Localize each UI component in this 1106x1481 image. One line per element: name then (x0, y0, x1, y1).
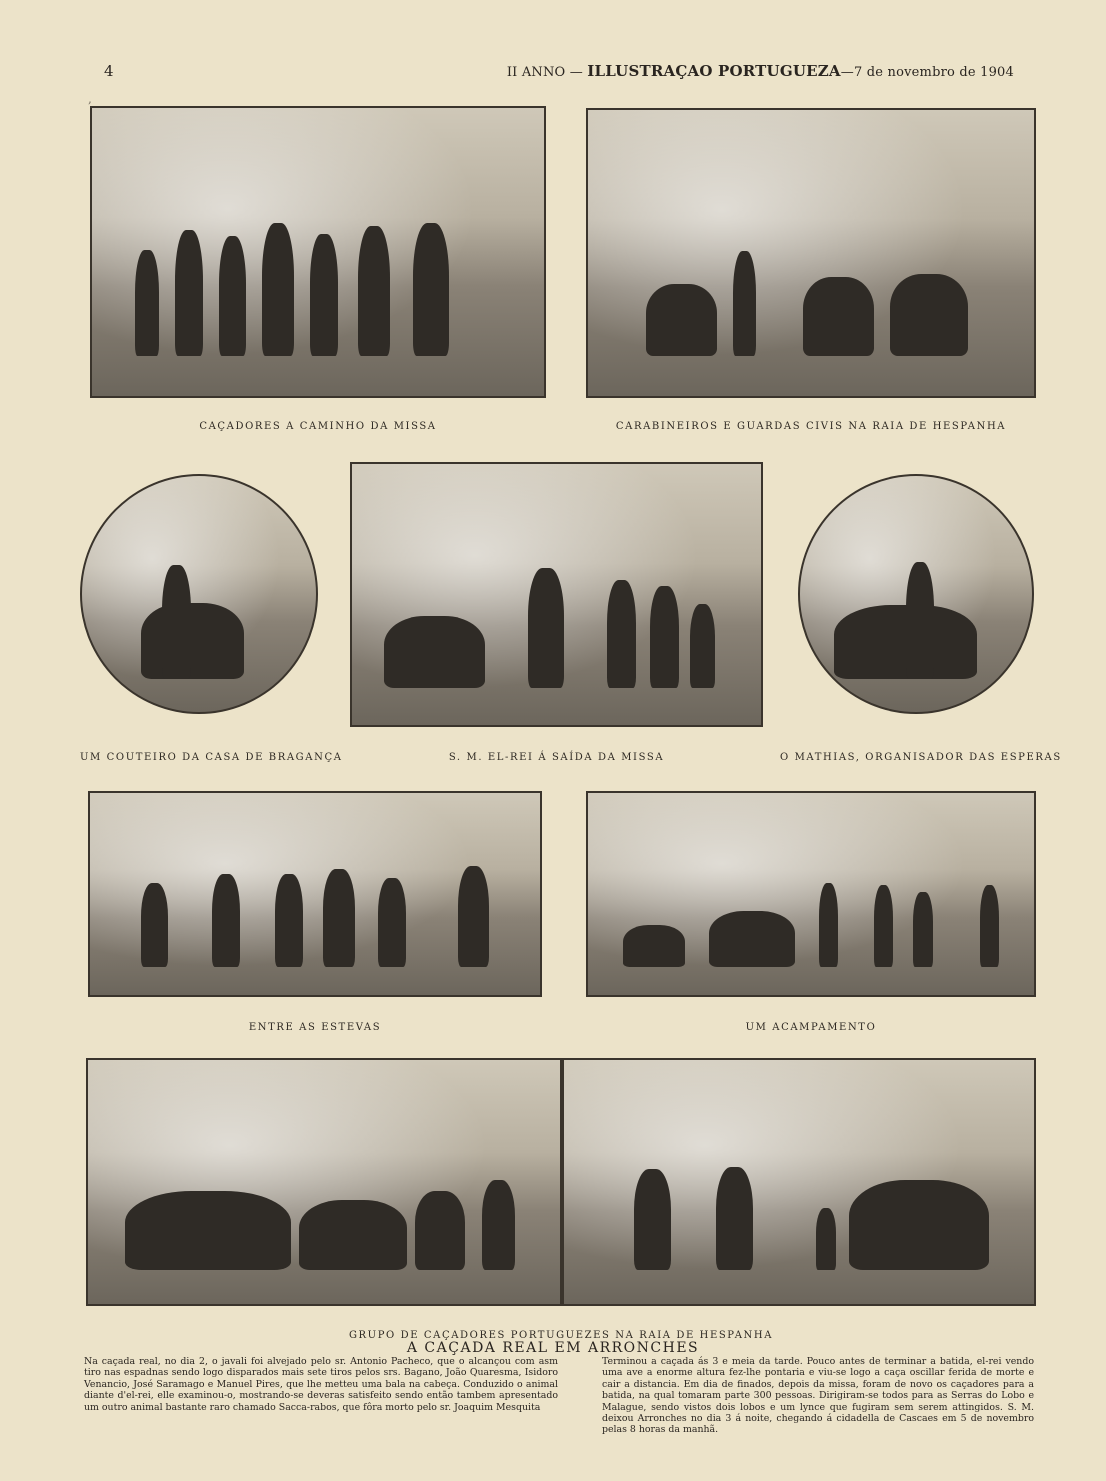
caption-photo-4: S. M. EL-REI Á SAÍDA DA MISSA (448, 752, 665, 763)
caption-photo-7: UM ACAMPAMENTO (745, 1022, 877, 1033)
running-head-date: —7 de novembro de 1904 (840, 65, 1014, 80)
page-header (0, 62, 1106, 82)
article-right-column: Terminou a caçada ás 3 e meia da tarde. Pouco antes de terminar a batida, el-rei vendo uma ave a enorme altura fez-lhe pontaria e viu-se logo a caça oscillar ferida de morte e cair a distancia. Em dia de finados, depois da missa, foram de novo os caçadores para a batida, na qual tomaram parte 300 pessoas. Dirigiram-se todos para as Serras do Lobo e Malague, sendo vistos dois lobos e um lynce que fugiram sem serem attingidos. S. M. deixou Arronches no dia 3 á noite, chegando á cidadella de Cascaes em 5 de novembro pelas 8 horas da manhã. (602, 1356, 1034, 1436)
margin-mark: , (88, 92, 92, 106)
photo-el-rei-missa (350, 462, 763, 727)
caption-photo-6: ENTRE AS ESTEVAS (248, 1022, 382, 1033)
photo-cacadores-missa (90, 106, 546, 398)
caption-photo-5: O MATHIAS, ORGANISADOR DAS ESPERAS (780, 752, 1062, 763)
running-head (507, 62, 1014, 80)
caption-photo-1: CAÇADORES A CAMINHO DA MISSA (199, 421, 437, 432)
photo-grupo-left (86, 1058, 562, 1306)
running-head-title: ILLUSTRAÇAO PORTUGUEZA (587, 62, 841, 80)
photo-carabineiros (586, 108, 1036, 398)
caption-photo-3: UM COUTEIRO DA CASA DE BRAGANÇA (80, 752, 343, 763)
photo-estevas (88, 791, 542, 997)
running-head-prefix: II ANNO — (506, 65, 583, 80)
page-number: 4 (104, 62, 114, 80)
photo-couteiro (80, 474, 318, 714)
caption-photo-2: CARABINEIROS E GUARDAS CIVIS NA RAIA DE HESPANHA (615, 421, 1007, 432)
article-left-column: Na caçada real, no dia 2, o javali foi alvejado pelo sr. Antonio Pacheco, que o alcançou com asm tiro nas espadnas sendo logo disparados mais sete tiros pelos srs. Bagano, João Quaresma, Isidoro Venancio, José Saramago e Manuel Pires, que lhe metteu uma bala na cabeça. Conduzido o animal diante d'el-rei, elle examinou-o, mostrando-se deveras satisfeito sendo então tambem apresentado um outro animal bastante raro chamado Sacca-rabos, que fôra morto pelo sr. Joaquim Mesquita (84, 1356, 558, 1413)
photo-grupo-right (562, 1058, 1036, 1306)
article-title: A CAÇADA REAL EM ARRONCHES (406, 1340, 700, 1356)
photo-acampamento (586, 791, 1036, 997)
photo-mathias (798, 474, 1034, 714)
caption-photo-8: GRUPO DE CAÇADORES PORTUGUEZES NA RAIA DE HESPANHA (348, 1330, 774, 1341)
